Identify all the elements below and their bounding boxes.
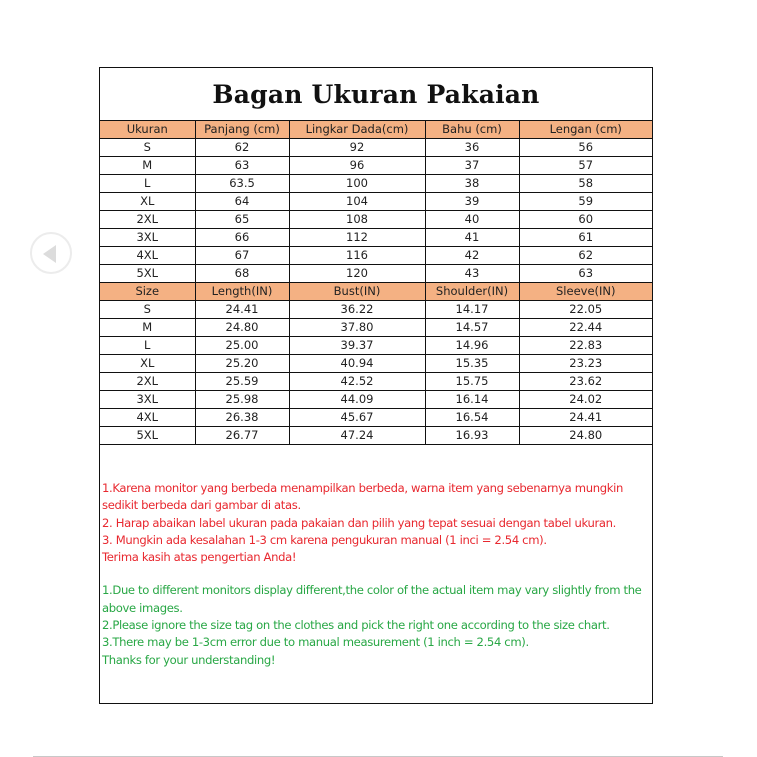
measurement-cell: 108	[289, 211, 425, 229]
in_table-header-row	[100, 283, 652, 301]
measurement-cell: 68	[195, 265, 289, 283]
size-label: 3XL	[100, 229, 195, 247]
previous-image-button[interactable]	[30, 232, 72, 274]
column-header: Lingkar Dada(cm)	[289, 121, 425, 139]
table-row	[100, 301, 652, 319]
measurement-cell: 92	[289, 139, 425, 157]
measurement-cell: 58	[519, 175, 652, 193]
measurement-cell: 37.80	[289, 319, 425, 337]
chevron-left-icon	[43, 245, 56, 263]
measurement-cell: 24.41	[195, 301, 289, 319]
column-header: Size	[100, 283, 195, 301]
measurement-cell: 15.75	[425, 373, 519, 391]
table-row	[100, 139, 652, 157]
measurement-cell: 63	[195, 157, 289, 175]
measurement-cell: 100	[289, 175, 425, 193]
measurement-cell: 22.44	[519, 319, 652, 337]
column-header: Bust(IN)	[289, 283, 425, 301]
size-label: XL	[100, 355, 195, 373]
measurement-cell: 26.77	[195, 427, 289, 445]
notes-english	[102, 582, 650, 668]
measurement-cell: 41	[425, 229, 519, 247]
measurement-cell: 16.93	[425, 427, 519, 445]
size-label: 2XL	[100, 373, 195, 391]
table-row	[100, 265, 652, 283]
measurement-cell: 116	[289, 247, 425, 265]
note-line: 1.Due to different monitors display different,the color of the actual item may vary slightly from the above images.	[102, 583, 642, 615]
measurement-cell: 24.41	[519, 409, 652, 427]
table-row	[100, 319, 652, 337]
note-line: 1.Karena monitor yang berbeda menampilkan berbeda, warna item yang sebenarnya mungkin sedikit berbeda dari gambar di atas.	[102, 481, 623, 513]
measurement-cell: 37	[425, 157, 519, 175]
measurement-cell: 16.54	[425, 409, 519, 427]
cm_table-header-row	[100, 121, 652, 139]
measurement-cell: 24.80	[195, 319, 289, 337]
size-label: S	[100, 139, 195, 157]
measurement-cell: 42	[425, 247, 519, 265]
size-label: 5XL	[100, 427, 195, 445]
note-line: Thanks for your understanding!	[102, 652, 276, 667]
table-row	[100, 157, 652, 175]
measurement-cell: 120	[289, 265, 425, 283]
size-label: M	[100, 319, 195, 337]
measurement-cell: 23.23	[519, 355, 652, 373]
measurement-cell: 63.5	[195, 175, 289, 193]
measurement-cell: 64	[195, 193, 289, 211]
column-header: Sleeve(IN)	[519, 283, 652, 301]
measurement-cell: 36	[425, 139, 519, 157]
column-header: Length(IN)	[195, 283, 289, 301]
column-header: Bahu (cm)	[425, 121, 519, 139]
column-header: Panjang (cm)	[195, 121, 289, 139]
size-label: 4XL	[100, 247, 195, 265]
measurement-cell: 62	[195, 139, 289, 157]
table-row	[100, 355, 652, 373]
note-line: Terima kasih atas pengertian Anda!	[102, 550, 297, 565]
measurement-cell: 24.80	[519, 427, 652, 445]
table-row	[100, 373, 652, 391]
measurement-cell: 43	[425, 265, 519, 283]
measurement-cell: 22.05	[519, 301, 652, 319]
table-row	[100, 337, 652, 355]
size-label: L	[100, 337, 195, 355]
table-row	[100, 409, 652, 427]
column-header: Ukuran	[100, 121, 195, 139]
measurement-cell: 66	[195, 229, 289, 247]
table-row	[100, 427, 652, 445]
measurement-cell: 24.02	[519, 391, 652, 409]
table-row	[100, 193, 652, 211]
measurement-cell: 25.59	[195, 373, 289, 391]
measurement-cell: 26.38	[195, 409, 289, 427]
measurement-cell: 15.35	[425, 355, 519, 373]
measurement-cell: 22.83	[519, 337, 652, 355]
table-row	[100, 211, 652, 229]
notes-indonesian	[102, 480, 650, 566]
note-line: 3. Mungkin ada kesalahan 1-3 cm karena pengukuran manual (1 inci = 2.54 cm).	[102, 532, 547, 547]
measurement-cell: 25.20	[195, 355, 289, 373]
measurement-cell: 65	[195, 211, 289, 229]
measurement-cell: 47.24	[289, 427, 425, 445]
measurement-cell: 40	[425, 211, 519, 229]
size-chart	[99, 67, 653, 704]
table-row	[100, 175, 652, 193]
measurement-cell: 14.17	[425, 301, 519, 319]
measurement-cell: 38	[425, 175, 519, 193]
table-row	[100, 391, 652, 409]
measurement-cell: 59	[519, 193, 652, 211]
measurement-cell: 14.96	[425, 337, 519, 355]
table-row	[100, 247, 652, 265]
measurement-cell: 14.57	[425, 319, 519, 337]
measurement-cell: 23.62	[519, 373, 652, 391]
measurement-cell: 39.37	[289, 337, 425, 355]
note-line: 3.There may be 1-3cm error due to manual measurement (1 inch = 2.54 cm).	[102, 635, 529, 650]
size-label: L	[100, 175, 195, 193]
measurement-cell: 40.94	[289, 355, 425, 373]
measurement-cell: 57	[519, 157, 652, 175]
measurement-cell: 67	[195, 247, 289, 265]
size-label: XL	[100, 193, 195, 211]
size-label: 5XL	[100, 265, 195, 283]
size-label: 2XL	[100, 211, 195, 229]
measurement-cell: 42.52	[289, 373, 425, 391]
measurement-cell: 61	[519, 229, 652, 247]
measurement-cell: 45.67	[289, 409, 425, 427]
measurement-cell: 39	[425, 193, 519, 211]
measurement-cell: 62	[519, 247, 652, 265]
note-line: 2. Harap abaikan label ukuran pada pakaian dan pilih yang tepat sesuai dengan tabel ukuran.	[102, 515, 617, 530]
measurement-cell: 56	[519, 139, 652, 157]
measurement-cell: 112	[289, 229, 425, 247]
measurement-cell: 104	[289, 193, 425, 211]
measurement-cell: 96	[289, 157, 425, 175]
size-label: 4XL	[100, 409, 195, 427]
size-label: 3XL	[100, 391, 195, 409]
size-table	[100, 121, 652, 445]
measurement-cell: 44.09	[289, 391, 425, 409]
measurement-cell: 36.22	[289, 301, 425, 319]
column-header: Shoulder(IN)	[425, 283, 519, 301]
measurement-cell: 25.98	[195, 391, 289, 409]
table-row	[100, 229, 652, 247]
column-header: Lengan (cm)	[519, 121, 652, 139]
measurement-cell: 63	[519, 265, 652, 283]
note-line: 2.Please ignore the size tag on the clothes and pick the right one according to the size chart.	[102, 618, 610, 633]
size-label: S	[100, 301, 195, 319]
measurement-cell: 16.14	[425, 391, 519, 409]
chart-title: Bagan Ukuran Pakaian	[100, 68, 652, 121]
measurement-cell: 25.00	[195, 337, 289, 355]
size-label: M	[100, 157, 195, 175]
notes-section	[100, 480, 652, 669]
measurement-cell: 60	[519, 211, 652, 229]
